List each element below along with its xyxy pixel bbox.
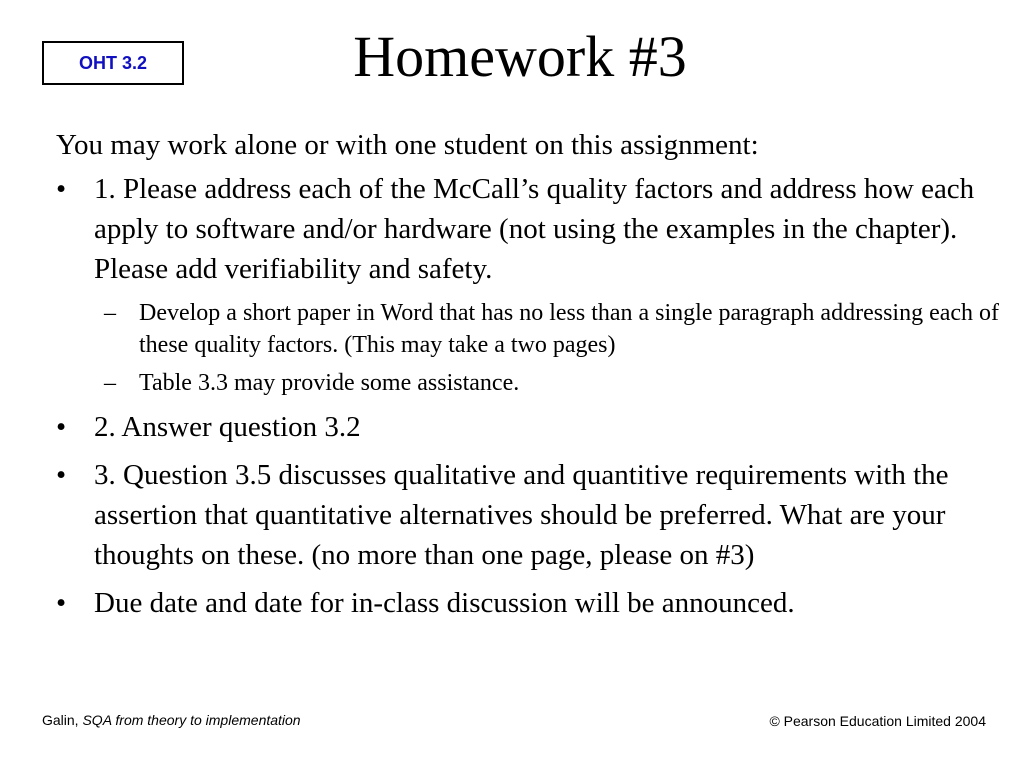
footer-author-book xyxy=(42,712,301,728)
sub-bullet-item-2 xyxy=(104,367,1006,399)
intro-text: You may work alone or with one student on this assignment: xyxy=(56,129,759,161)
sub-bullet-list xyxy=(104,297,1006,399)
sub-bullet-item-1 xyxy=(104,297,1006,361)
slide-title: Homework #3 xyxy=(353,24,687,89)
slide-body xyxy=(56,125,1006,631)
footer-copyright: © Pearson Education Limited 2004 xyxy=(769,713,986,729)
bullet-item-4 xyxy=(56,583,1006,623)
bullet-list xyxy=(56,169,1006,623)
sub-bullet-marker: – xyxy=(104,300,116,326)
bullet-text: 1. Please address each of the McCall’s quality factors and address how each apply to software and/or hardware (not using the examples in the chapter). Please add verifiability and safety. xyxy=(94,173,975,285)
bullet-text: Due date and date for in-class discussion will be announced. xyxy=(94,587,795,619)
footer-author: Galin, xyxy=(42,712,83,728)
bullet-item-1 xyxy=(56,169,1006,399)
bullet-item-2 xyxy=(56,407,1006,447)
bullet-text: 3. Question 3.5 discusses qualitative and quantitive requirements with the assertion that quantitative alternatives should be preferred. What are your thoughts on these. (no more than one page, please on #3) xyxy=(94,459,949,571)
sub-bullet-text: Develop a short paper in Word that has no less than a single paragraph addressing each of these quality factors. (This may take a two pages) xyxy=(139,300,1000,358)
bullet-text: 2. Answer question 3.2 xyxy=(94,411,361,443)
sub-bullet-text: Table 3.3 may provide some assistance. xyxy=(139,370,520,396)
bullet-item-3 xyxy=(56,455,1006,575)
footer-book-title: SQA from theory to implementation xyxy=(82,712,301,728)
slide-number-badge xyxy=(42,41,184,85)
bullet-marker: • xyxy=(56,173,67,205)
slide-number-label: OHT 3.2 xyxy=(78,52,148,73)
bullet-marker: • xyxy=(56,459,67,491)
bullet-marker: • xyxy=(56,587,67,619)
bullet-marker: • xyxy=(56,411,67,443)
sub-bullet-marker: – xyxy=(104,370,116,396)
